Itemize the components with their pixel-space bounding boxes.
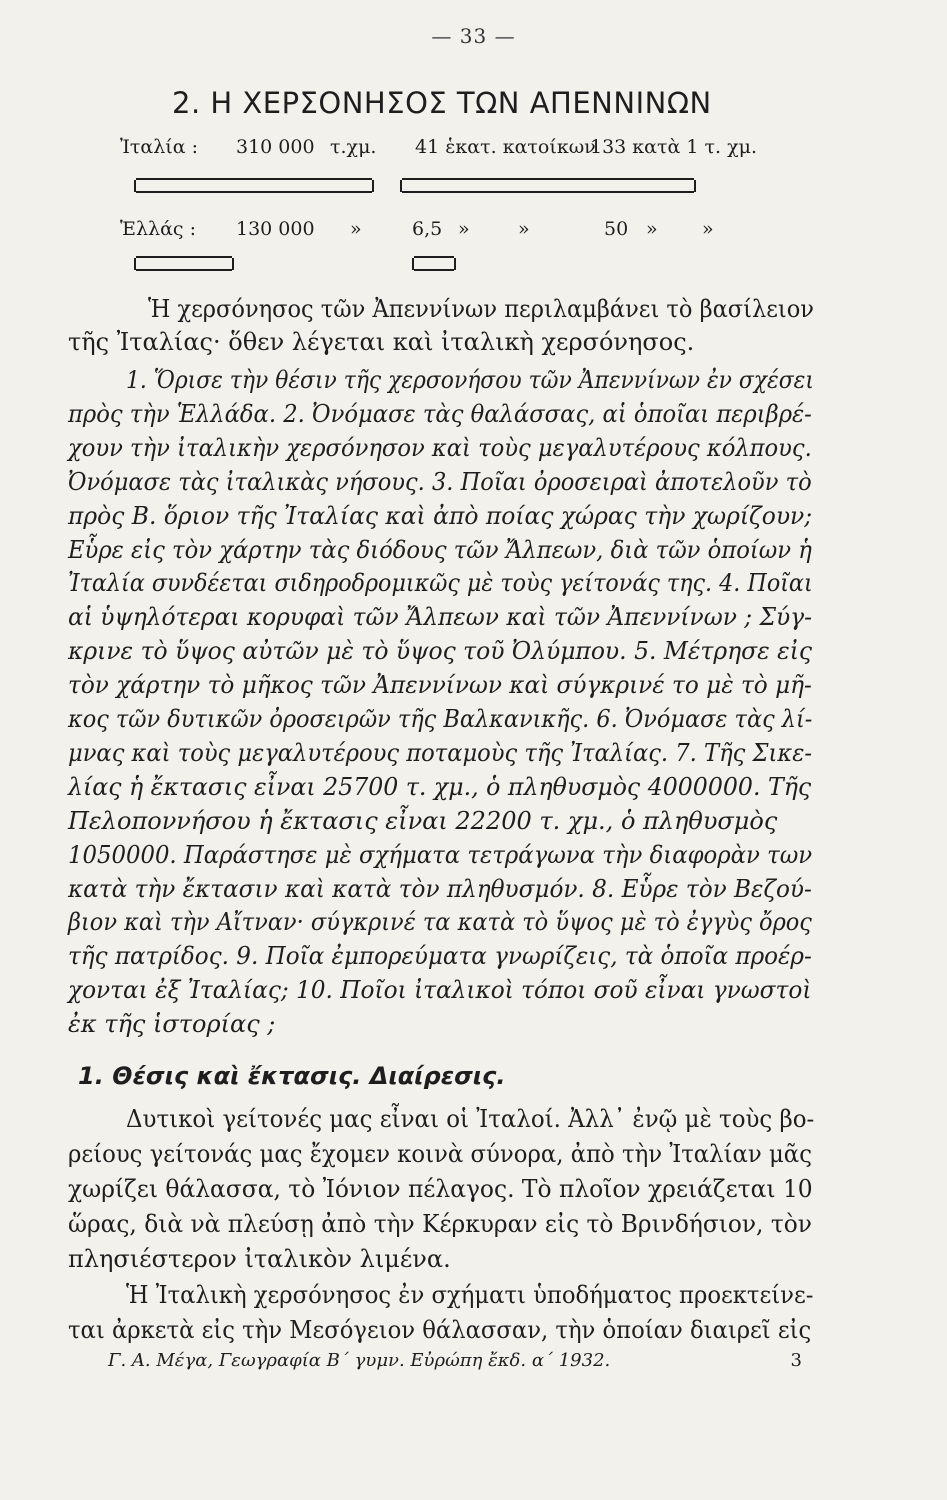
exercise-line: πρὸς τὴν Ἑλλάδα. 2. Ὀνόμασε τὰς θαλάσσας, αἱ ὁποῖαι περιβρέ- xyxy=(68,399,812,428)
exercise-line: τῆς πατρίδος. 9. Ποῖα ἐμπορεύματα γνωρίζεις, τὰ ὁποῖα προέρ- xyxy=(68,942,812,971)
italy-density: 133 κατὰ 1 τ. χμ. xyxy=(590,136,758,158)
exercise-line: λίας ἡ ἔκτασις εἶναι 25700 τ. χμ., ὁ πληθυσμὸς 4000000. Τῆς xyxy=(68,772,812,801)
italy-population: 41 ἑκατ. κατοίκων xyxy=(415,136,596,158)
body-line: πλησιέστερον ἰταλικὸν λιμένα. xyxy=(68,1245,451,1273)
footer-citation: Γ. Α. Μέγα, Γεωγραφία Β΄ γυμν. Εὐρώπη ἔκδ. α΄ 1932. xyxy=(108,1350,611,1371)
exercise-line: Εὗρε εἰς τὸν χάρτην τὰς διόδους τῶν Ἄλπεων, διὰ τῶν ὁποίων ἡ xyxy=(68,535,812,564)
exercise-line: κος τῶν δυτικῶν ὀροσειρῶν τῆς Βαλκανικῆς. 6. Ὀνόμασε τὰς λί- xyxy=(68,705,813,733)
page-number: — 33 — xyxy=(431,24,516,48)
greece-ditto-3: » xyxy=(518,218,530,240)
exercise-line: Πελοποννήσου ἡ ἔκτασις εἶναι 22200 τ. χμ., ὁ πληθυσμὸς xyxy=(68,806,778,835)
exercise-line: 1. Ὅρισε τὴν θέσιν τῆς χερσονήσου τῶν Ἀπεννίνων ἐν σχέσει xyxy=(126,366,814,394)
exercise-line: χουν τὴν ἰταλικὴν χερσόνησον καὶ τοὺς μεγαλυτέρους κόλπους. xyxy=(68,433,812,462)
exercise-line: βιον καὶ τὴν Αἴτναν· σύγκρινέ τα κατὰ τὸ ὕψος μὲ τὸ ἐγγὺς ὄρος xyxy=(68,908,812,937)
italy-area-unit: τ.χμ. xyxy=(330,136,377,158)
body-line: Δυτικοὶ γείτονές μας εἶναι οἱ Ἰταλοί. Ἀλλ᾽ ἐνῷ μὲ τοὺς βο- xyxy=(126,1105,815,1133)
exercise-line: Ἰταλία συνδέεται σιδηροδρομικῶς μὲ τοὺς γείτονάς της. 4. Ποῖαι xyxy=(68,569,813,598)
exercise-line: αἱ ὑψηλότεραι κορυφαὶ τῶν Ἄλπεων καὶ τῶν Ἀπεννίνων ; Σύγ- xyxy=(68,603,812,632)
intro-line-2: τῆς Ἰταλίας· ὅθεν λέγεται καὶ ἰταλικὴ χερσόνησος. xyxy=(68,328,695,356)
chapter-title: 2. Η ΧΕΡΣΟΝΗΣΟΣ ΤΩΝ ΑΠΕΝΝΙΝΩΝ xyxy=(172,86,712,120)
greece-ditto-1: » xyxy=(350,218,362,240)
section-heading: 1. Θέσις καὶ ἔκτασις. Διαίρεσις. xyxy=(78,1062,506,1090)
exercise-line: ἐκ τῆς ἱστορίας ; xyxy=(68,1010,276,1039)
body-line: χωρίζει θάλασσα, τὸ Ἰόνιον πέλαγος. Τὸ πλοῖον χρειάζεται 10 xyxy=(68,1175,813,1203)
greece-area: 130 000 xyxy=(236,218,315,240)
greece-ditto-5: » xyxy=(702,218,714,240)
greece-area-bar xyxy=(134,258,234,270)
greece-ditto-2: » xyxy=(458,218,470,240)
exercise-line: τὸν χάρτην τὸ μῆκος τῶν Ἀπεννίνων καὶ σύγκρινέ το μὲ τὸ μῆ- xyxy=(68,671,812,700)
body-line: ται ἀρκετὰ εἰς τὴν Μεσόγειον θάλασσαν, τὴν ὁποίαν διαιρεῖ εἰς xyxy=(68,1316,812,1344)
italy-population-bar xyxy=(400,180,696,192)
body-line: ρείους γείτονάς μας ἔχομεν κοινὰ σύνορα, ἀπὸ τὴν Ἰταλίαν μᾶς xyxy=(68,1140,812,1168)
greece-population: 6,5 xyxy=(412,218,443,240)
exercise-line: Ὀνόμασε τὰς ἰταλικὰς νήσους. 3. Ποῖαι ὀροσειραὶ ἀποτελοῦν τὸ xyxy=(68,467,812,496)
greece-ditto-4: » xyxy=(646,218,658,240)
greece-density: 50 xyxy=(604,218,629,240)
exercise-line: κατὰ τὴν ἔκτασιν καὶ κατὰ τὸν πληθυσμόν. 8. Εὗρε τὸν Βεζού- xyxy=(68,874,812,903)
exercise-line: 1050000. Παράστησε μὲ σχήματα τετράγωνα τὴν διαφορὰν των xyxy=(68,840,813,869)
italy-area-bar xyxy=(134,180,374,192)
footer-signature: 3 xyxy=(790,1350,802,1371)
body-line: ὥρας, διὰ νὰ πλεύσῃ ἀπὸ τὴν Κέρκυραν εἰς τὸ Βρινδήσιον, τὸν xyxy=(68,1210,812,1238)
greece-label: Ἑλλάς : xyxy=(120,218,196,240)
intro-line-1: Ἡ χερσόνησος τῶν Ἀπεννίνων περιλαμβάνει τὸ βασίλειον xyxy=(148,295,814,323)
exercise-line: πρὸς Β. ὅριον τῆς Ἰταλίας καὶ ἀπὸ ποίας χώρας τὴν χωρίζουν; xyxy=(68,501,813,530)
exercise-line: μνας καὶ τοὺς μεγαλυτέρους ποταμοὺς τῆς Ἰταλίας. 7. Τῆς Σικε- xyxy=(68,738,812,767)
italy-label: Ἰταλία : xyxy=(120,136,199,158)
exercise-line: χονται ἐξ Ἰταλίας; 10. Ποῖοι ἰταλικοὶ τόποι σοῦ εἶναι γνωστοὶ xyxy=(68,976,812,1005)
exercise-line: κρινε τὸ ὕψος αὐτῶν μὲ τὸ ὕψος τοῦ Ὀλύμπου. 5. Μέτρησε εἰς xyxy=(68,637,813,666)
body-line: Ἡ Ἰταλικὴ χερσόνησος ἐν σχήματι ὑποδήματος προεκτείνε- xyxy=(126,1281,814,1309)
italy-area: 310 000 xyxy=(236,136,315,158)
footer xyxy=(108,1350,802,1371)
greece-population-bar xyxy=(412,258,456,270)
